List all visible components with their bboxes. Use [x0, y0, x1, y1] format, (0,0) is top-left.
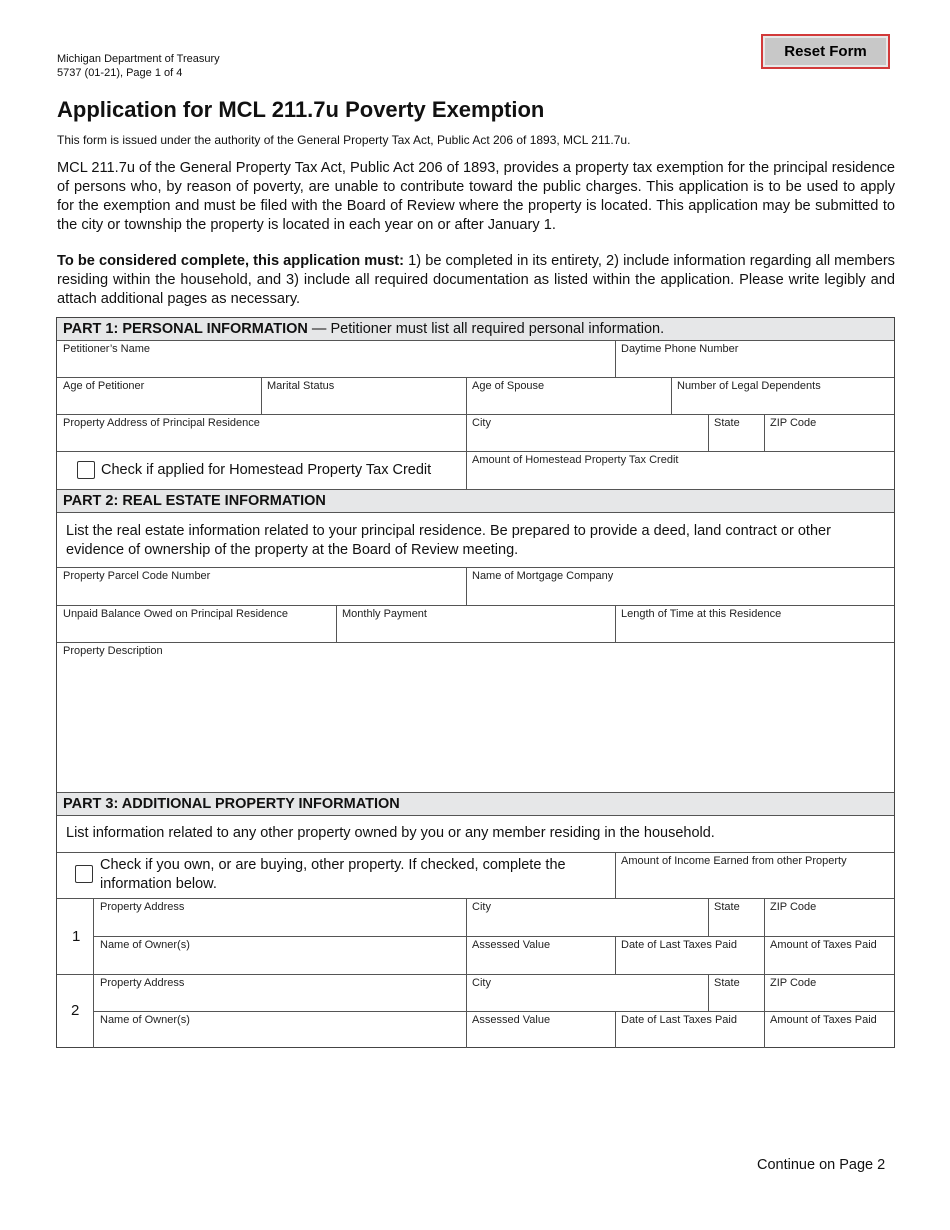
p2-address-field[interactable] — [94, 988, 466, 1010]
part1-heading — [57, 318, 894, 340]
p2-assessed-label: Assessed Value — [472, 1014, 551, 1026]
p1-owner-field[interactable] — [94, 950, 466, 973]
page-title: Application for MCL 211.7u Poverty Exemption — [57, 97, 545, 122]
completeness-paragraph — [57, 252, 895, 309]
p2-zip-field[interactable] — [765, 988, 894, 1010]
length-label: Length of Time at this Residence — [621, 608, 782, 620]
city-field[interactable] — [467, 428, 708, 450]
unpaid-field[interactable] — [57, 619, 336, 641]
agency-name: Michigan Department of Treasury — [57, 53, 220, 65]
petitioner-name-label: Petitioner’s Name — [63, 343, 151, 355]
p2-owner-label: Name of Owner(s) — [100, 1014, 190, 1026]
p1-owner-label: Name of Owner(s) — [100, 939, 190, 951]
income-label: Amount of Income Earned from other Property — [621, 855, 847, 867]
p2-last-paid-label: Date of Last Taxes Paid — [621, 1014, 737, 1026]
property-address-label: Property Address of Principal Residence — [63, 417, 260, 429]
p2-last-paid-field[interactable] — [616, 1025, 764, 1047]
p1-assessed-label: Assessed Value — [472, 939, 551, 951]
part3-instructions: List information related to any other property owned by you or any member residing in the household. — [66, 825, 715, 841]
monthly-label: Monthly Payment — [342, 608, 427, 620]
p1-amount-field[interactable] — [765, 950, 894, 973]
p1-city-field[interactable] — [467, 912, 708, 935]
unpaid-label: Unpaid Balance Owed on Principal Residence — [63, 608, 289, 620]
reset-form-button[interactable]: Reset Form — [761, 34, 890, 69]
p1-last-paid-field[interactable] — [616, 950, 764, 973]
description-label: Property Description — [63, 645, 163, 657]
p1-assessed-field[interactable] — [467, 950, 615, 973]
p2-zip-label: ZIP Code — [770, 977, 817, 989]
parcel-field[interactable] — [57, 581, 466, 604]
p2-owner-field[interactable] — [94, 1025, 466, 1047]
petitioner-name-field[interactable] — [57, 354, 615, 376]
p1-zip-field[interactable] — [765, 912, 894, 935]
p2-assessed-field[interactable] — [467, 1025, 615, 1047]
homestead-checkbox[interactable] — [77, 461, 95, 479]
dependents-label: Number of Legal Dependents — [677, 380, 821, 392]
p2-amount-field[interactable] — [765, 1025, 894, 1047]
marital-status-label: Marital Status — [267, 380, 335, 392]
p1-address-label: Property Address — [100, 901, 185, 913]
completeness-bold: To be considered complete, this application must: — [57, 253, 405, 269]
zip-label: ZIP Code — [770, 417, 817, 429]
p1-last-paid-label: Date of Last Taxes Paid — [621, 939, 737, 951]
p1-zip-label: ZIP Code — [770, 901, 817, 913]
p1-amount-label: Amount of Taxes Paid — [770, 939, 877, 951]
mortgage-field[interactable] — [467, 581, 894, 604]
mortgage-label: Name of Mortgage Company — [472, 570, 614, 582]
continue-note: Continue on Page 2 — [757, 1157, 886, 1173]
p1-state-field[interactable] — [709, 912, 764, 935]
other-property-checkbox[interactable] — [75, 865, 93, 883]
homestead-check-label: Check if applied for Homestead Property Tax Credit — [101, 462, 432, 478]
length-field[interactable] — [616, 619, 894, 641]
state-field[interactable] — [709, 428, 764, 450]
income-field[interactable] — [616, 867, 894, 897]
description-field[interactable] — [57, 658, 894, 791]
age-petitioner-field[interactable] — [57, 391, 261, 413]
dependents-field[interactable] — [672, 391, 894, 413]
age-petitioner-label: Age of Petitioner — [63, 380, 145, 392]
state-label: State — [714, 417, 740, 429]
part3-heading: PART 3: ADDITIONAL PROPERTY INFORMATION — [57, 793, 894, 815]
monthly-field[interactable] — [337, 619, 615, 641]
intro-paragraph: MCL 211.7u of the General Property Tax Act, Public Act 206 of 1893, provides a property tax exemption for the principal residence of persons who, by reason of poverty, are unable to contribute toward the public charges. This application is to be used to apply for the exemption and must be filed with the Board of Review where the property is located. This application may be submitted to the city or township the property is located in each year on or after January 1. — [57, 160, 895, 233]
p2-amount-label: Amount of Taxes Paid — [770, 1014, 877, 1026]
part1-heading-rest: — Petitioner must list all required personal information. — [307, 321, 665, 337]
parcel-label: Property Parcel Code Number — [63, 570, 211, 582]
form-id: 5737 (01-21), Page 1 of 4 — [57, 66, 183, 79]
p2-city-field[interactable] — [467, 988, 708, 1010]
form-header-info — [57, 53, 220, 80]
other-property-check-label: Check if you own, or are buying, other property. If checked, complete the information below. — [100, 857, 566, 892]
part2-heading-bold: PART 2: REAL ESTATE INFORMATION — [63, 493, 326, 509]
p2-state-field[interactable] — [709, 988, 764, 1010]
p2-state-label: State — [714, 977, 740, 989]
marital-status-field[interactable] — [262, 391, 466, 413]
daytime-phone-field[interactable] — [616, 354, 894, 376]
p1-state-label: State — [714, 901, 740, 913]
age-spouse-field[interactable] — [467, 391, 671, 413]
part1-heading-bold: PART 1: PERSONAL INFORMATION — [63, 321, 308, 337]
completeness-text: 1) be completed in its entirety, 2) include information regarding all members residing within the household, and 3) include all required documentation as listed within the application. Please write legibly and attach additional pages as necessary. — [57, 253, 895, 307]
property-2-number: 2 — [71, 1002, 80, 1019]
p2-city-label: City — [472, 977, 491, 989]
property-1-number: 1 — [72, 928, 81, 945]
city-label: City — [472, 417, 491, 429]
homestead-amount-label: Amount of Homestead Property Tax Credit — [472, 454, 679, 466]
p1-address-field[interactable] — [94, 912, 466, 935]
application-form — [56, 317, 895, 1048]
daytime-phone-label: Daytime Phone Number — [621, 343, 739, 355]
authority-statement: This form is issued under the authority of the General Property Tax Act, Public Act 206 of 1893, MCL 211.7u. — [57, 133, 631, 147]
homestead-amount-field[interactable] — [467, 465, 894, 488]
p2-address-label: Property Address — [100, 977, 185, 989]
age-spouse-label: Age of Spouse — [472, 380, 545, 392]
property-address-field[interactable] — [57, 428, 466, 450]
p1-city-label: City — [472, 901, 491, 913]
part2-instructions: List the real estate information related to your principal residence. Be prepared to provide a deed, land contract or other evidence of ownership of the property at the Board of Review meeting. — [66, 523, 831, 558]
zip-field[interactable] — [765, 428, 894, 450]
